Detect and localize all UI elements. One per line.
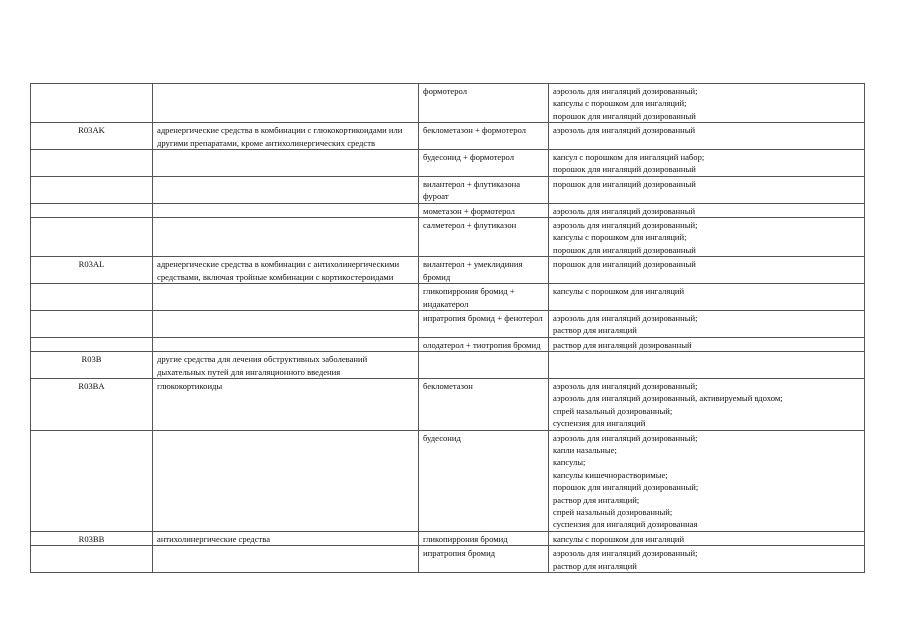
table-row [31, 203, 865, 217]
dosage-forms-cell [549, 310, 865, 337]
dosage-form-line: аэрозоль для ингаляций дозированный; [553, 220, 698, 231]
atc-code-cell [31, 218, 153, 257]
atc-code-cell [31, 337, 153, 351]
dosage-form-line: капсулы кишечнорастворимые; [553, 469, 668, 480]
table-row [31, 84, 865, 123]
dosage-forms-cell [549, 176, 865, 203]
substance-cell: вилантерол + флутиказона фуроат [419, 176, 549, 203]
atc-code-cell: R03B [31, 352, 153, 379]
group-name-cell [153, 150, 419, 177]
group-name-cell [153, 310, 419, 337]
dosage-form-line: капсулы с порошком для ингаляций [553, 286, 685, 297]
atc-code-cell [31, 284, 153, 311]
table-row [31, 176, 865, 203]
dosage-forms-cell [549, 257, 865, 284]
dosage-form-line: капсул с порошком для ингаляций набор; [553, 152, 705, 163]
dosage-forms-cell [549, 546, 865, 573]
dosage-forms-cell [549, 84, 865, 123]
dosage-form-line: суспензия для ингаляций дозированная [553, 519, 698, 530]
dosage-forms-cell [549, 352, 865, 379]
dosage-form-line: аэрозоль для ингаляций дозированный; [553, 432, 698, 443]
group-name-cell: другие средства для лечения обструктивных заболеваний дыхательных путей для ингаляционного введения [153, 352, 419, 379]
group-name-cell [153, 546, 419, 573]
dosage-form-line: аэрозоль для ингаляций дозированный [553, 205, 696, 216]
dosage-form-line: раствор для ингаляций [553, 325, 637, 336]
table-row [31, 430, 865, 531]
dosage-forms-cell [549, 378, 865, 430]
dosage-form-line: порошок для ингаляций дозированный [553, 259, 696, 270]
dosage-form-line: капсулы с порошком для ингаляций; [553, 232, 687, 243]
substance-cell: салметерол + флутиказон [419, 218, 549, 257]
dosage-forms-cell [549, 203, 865, 217]
dosage-form-line: раствор для ингаляций дозированный [553, 339, 692, 350]
group-name-cell [153, 218, 419, 257]
group-name-cell: антихолинергические средства [153, 531, 419, 545]
atc-code-cell: R03AL [31, 257, 153, 284]
group-name-cell [153, 284, 419, 311]
atc-code-cell [31, 203, 153, 217]
atc-code-cell [31, 430, 153, 531]
dosage-form-line: аэрозоль для ингаляций дозированный; [553, 548, 698, 559]
dosage-form-line: капсулы с порошком для ингаляций; [553, 98, 687, 109]
table-row [31, 257, 865, 284]
dosage-forms-cell [549, 430, 865, 531]
group-name-cell [153, 203, 419, 217]
dosage-form-line: порошок для ингаляций дозированный; [553, 482, 699, 493]
atc-code-cell [31, 310, 153, 337]
dosage-form-line: порошок для ингаляций дозированный [553, 178, 696, 189]
dosage-form-line: порошок для ингаляций дозированный [553, 110, 696, 121]
group-name-cell [153, 430, 419, 531]
table-row [31, 546, 865, 573]
substance-cell [419, 352, 549, 379]
table-row [31, 352, 865, 379]
dosage-form-line: порошок для ингаляций дозированный [553, 244, 696, 255]
substance-cell: вилантерол + умеклидиния бромид [419, 257, 549, 284]
group-name-cell [153, 337, 419, 351]
atc-code-cell [31, 150, 153, 177]
table-body [31, 84, 865, 573]
table-row [31, 150, 865, 177]
table-row [31, 123, 865, 150]
dosage-form-line: суспензия для ингаляций [553, 418, 646, 429]
dosage-form-line: раствор для ингаляций; [553, 494, 640, 505]
dosage-form-line: капсулы с порошком для ингаляций [553, 533, 685, 544]
table-row [31, 218, 865, 257]
dosage-form-line: аэрозоль для ингаляций дозированный, активируемый вдохом; [553, 393, 783, 404]
substance-cell: беклометазон [419, 378, 549, 430]
dosage-form-line: аэрозоль для ингаляций дозированный; [553, 312, 698, 323]
table-row [31, 531, 865, 545]
substance-cell: будесонид [419, 430, 549, 531]
substance-cell: ипратропия бромид [419, 546, 549, 573]
dosage-forms-cell [549, 337, 865, 351]
dosage-forms-cell [549, 123, 865, 150]
drug-classification-table [30, 83, 865, 573]
substance-cell: мометазон + формотерол [419, 203, 549, 217]
atc-code-cell: R03AK [31, 123, 153, 150]
substance-cell: ипратропия бромид + фенотерол [419, 310, 549, 337]
dosage-form-line: аэрозоль для ингаляций дозированный; [553, 86, 698, 96]
dosage-forms-cell [549, 150, 865, 177]
atc-code-cell: R03BA [31, 378, 153, 430]
group-name-cell: глюкокортикоиды [153, 378, 419, 430]
group-name-cell [153, 176, 419, 203]
dosage-form-line: спрей назальный дозированный; [553, 507, 673, 517]
group-name-cell: адренергические средства в комбинации с глюкокортикоидами или другими препаратами, кроме антихолинергических средств [153, 123, 419, 150]
table-row [31, 378, 865, 430]
group-name-cell [153, 84, 419, 123]
substance-cell: формотерол [419, 84, 549, 123]
table-row [31, 284, 865, 311]
dosage-forms-cell [549, 531, 865, 545]
atc-code-cell [31, 546, 153, 573]
dosage-forms-cell [549, 284, 865, 311]
dosage-form-line: капсулы; [553, 457, 586, 468]
substance-cell: олодатерол + тиотропия бромид [419, 337, 549, 351]
atc-code-cell [31, 84, 153, 123]
substance-cell: беклометазон + формотерол [419, 123, 549, 150]
dosage-form-line: аэрозоль для ингаляций дозированный; [553, 380, 698, 391]
table-row [31, 310, 865, 337]
dosage-form-line: аэрозоль для ингаляций дозированный [553, 125, 696, 136]
atc-code-cell [31, 176, 153, 203]
substance-cell: гликопиррония бромид [419, 531, 549, 545]
dosage-form-line: раствор для ингаляций [553, 560, 637, 571]
atc-code-cell: R03BB [31, 531, 153, 545]
dosage-form-line: порошок для ингаляций дозированный [553, 164, 696, 175]
substance-cell: гликопиррония бромид + индакатерол [419, 284, 549, 311]
group-name-cell: адренергические средства в комбинации с антихолинергическими средствами, включая тройные комбинации с кортикостероидами [153, 257, 419, 284]
dosage-form-line: капли назальные; [553, 444, 617, 455]
dosage-forms-cell [549, 218, 865, 257]
dosage-form-line: спрей назальный дозированный; [553, 405, 673, 416]
table-row [31, 337, 865, 351]
substance-cell: будесонид + формотерол [419, 150, 549, 177]
